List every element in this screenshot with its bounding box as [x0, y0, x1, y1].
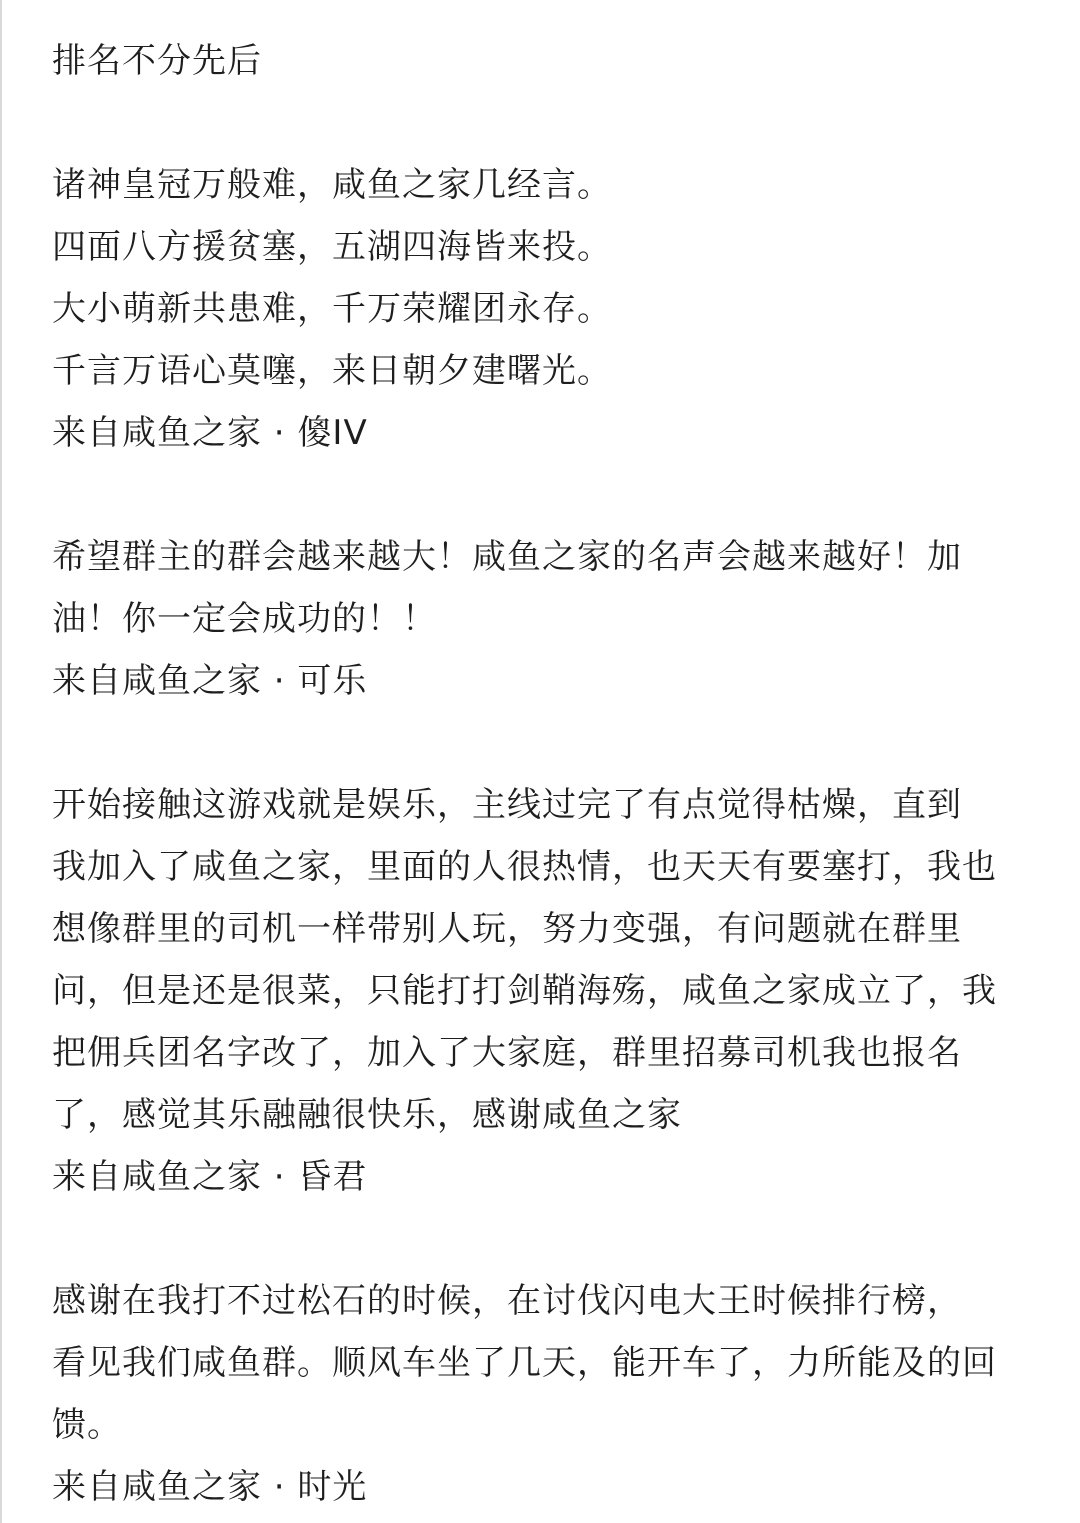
poem-line: 诸神皇冠万般难，咸鱼之家几经言。 — [52, 165, 612, 205]
poem-line: 千言万语心莫噻，来日朝夕建曙光。 — [52, 351, 612, 391]
message-block — [52, 526, 1042, 712]
message-line: 感谢在我打不过松石的时候，在讨伐闪电大王时候排行榜， — [52, 1281, 962, 1321]
message-line: 问，但是还是很菜，只能打打剑鞘海殇，咸鱼之家成立了，我 — [52, 971, 997, 1011]
spacer — [52, 1208, 1042, 1270]
message-line: 开始接触这游戏就是娱乐，主线过完了有点觉得枯燥，直到 — [52, 785, 962, 825]
spacer — [52, 92, 1042, 154]
poem-block — [52, 154, 1042, 464]
article-content — [52, 30, 1042, 1518]
message-line: 了，感觉其乐融融很快乐，感谢咸鱼之家 — [52, 1095, 682, 1135]
spacer — [52, 464, 1042, 526]
message-line: 希望群主的群会越来越大！咸鱼之家的名声会越来越好！加 — [52, 537, 962, 577]
poem-line: 四面八方援贫塞，五湖四海皆来投。 — [52, 227, 612, 267]
message-signature: 来自咸鱼之家 · 可乐 — [52, 661, 368, 701]
message-line: 看见我们咸鱼群。顺风车坐了几天，能开车了，力所能及的回 — [52, 1343, 997, 1383]
message-line: 馈。 — [52, 1405, 122, 1445]
message-line: 我加入了咸鱼之家，里面的人很热情，也天天有要塞打，我也 — [52, 847, 997, 887]
message-line: 把佣兵团名字改了，加入了大家庭，群里招募司机我也报名 — [52, 1033, 962, 1073]
message-line: 油！你一定会成功的！！ — [52, 599, 437, 639]
poem-signature: 来自咸鱼之家 · 傻IV — [52, 413, 368, 453]
header-note: 排名不分先后 — [52, 41, 262, 81]
spacer — [52, 712, 1042, 774]
message-signature: 来自咸鱼之家 · 昏君 — [52, 1157, 368, 1197]
message-block — [52, 1270, 1042, 1518]
message-block — [52, 774, 1042, 1208]
poem-line: 大小萌新共患难，千万荣耀团永存。 — [52, 289, 612, 329]
message-signature: 来自咸鱼之家 · 时光 — [52, 1467, 368, 1507]
message-line: 想像群里的司机一样带别人玩，努力变强，有问题就在群里 — [52, 909, 962, 949]
